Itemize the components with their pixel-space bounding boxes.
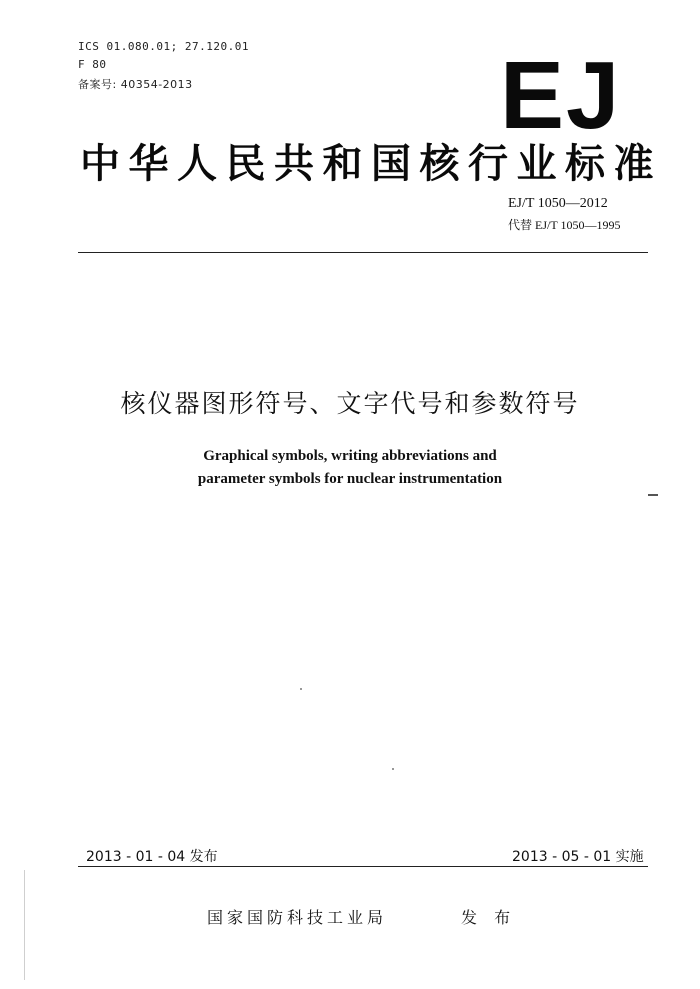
scan-edge-line [24, 870, 25, 980]
document-title-en-line1: Graphical symbols, writing abbreviations and [203, 448, 497, 464]
scan-speck [392, 768, 394, 770]
implementation-date: 2013 - 05 - 01 实施 [512, 849, 644, 865]
publish-label: 发 布 [461, 908, 517, 927]
record-number: 备案号: 40354-2013 [78, 78, 193, 91]
scan-speck [300, 688, 302, 690]
issue-date: 2013 - 01 - 04 发布 [86, 849, 218, 865]
ics-code: ICS 01.080.01; 27.120.01 [78, 40, 249, 53]
document-title-cn: 核仪器图形符号、文字代号和参数符号 [120, 389, 580, 418]
standard-category-title: 中华人民共和国核行业标准 [80, 141, 662, 187]
footer-divider [78, 866, 648, 867]
header-divider [78, 252, 648, 253]
replaces-standard: 代替 EJ/T 1050—1995 [508, 218, 621, 232]
publisher-name: 国家国防科技工业局 [207, 908, 388, 927]
scan-mark [648, 494, 658, 496]
classification-code: F 80 [78, 58, 107, 71]
standard-number: EJ/T 1050—2012 [508, 196, 608, 211]
ej-logo: EJ [500, 42, 622, 149]
document-title-en-line2: parameter symbols for nuclear instrumentation [197, 471, 503, 487]
